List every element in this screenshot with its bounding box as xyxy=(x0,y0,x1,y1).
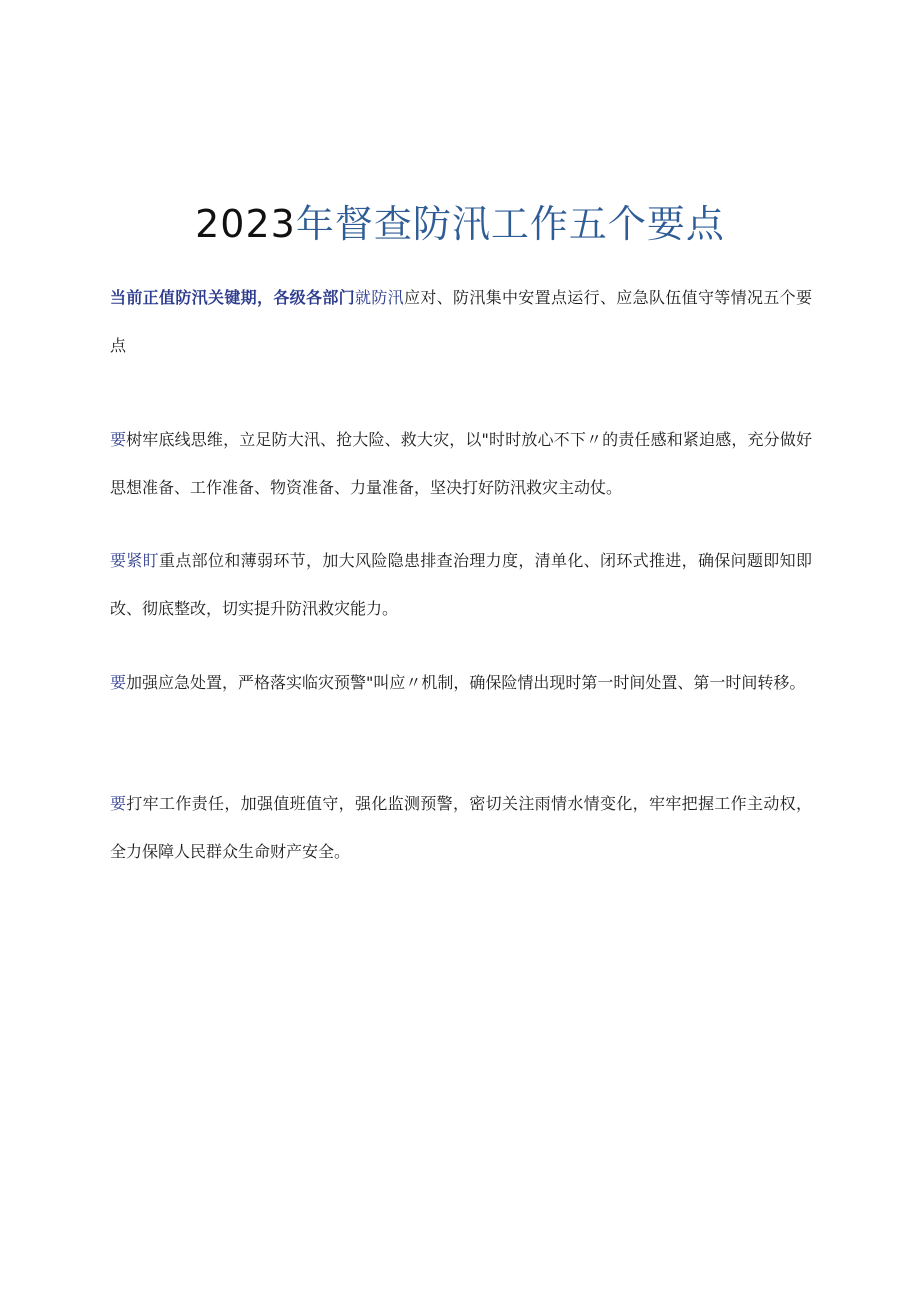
point-text: 加强应急处置，严格落实临灾预警"叫应〃机制，确保险情出现时第一时间处置、第一时间转移。 xyxy=(126,673,806,692)
title-text: 年督查防汛工作五个要点 xyxy=(295,202,725,246)
point-text: 打牢工作责任，加强值班值守，强化监测预警，密切关注雨情水情变化，牢牢把握工作主动权，全力保障人民群众生命财产安全。 xyxy=(110,794,812,861)
point-paragraph-1 xyxy=(110,416,812,512)
point-lead: 要 xyxy=(110,673,127,692)
title-year: 2023 xyxy=(195,202,296,246)
point-paragraph-3 xyxy=(110,659,812,707)
point-text: 重点部位和薄弱环节，加大风险隐患排查治理力度，清单化、闭环式推进，确保问题即知即改、彻底整改，切实提升防汛救灾能力。 xyxy=(110,551,812,618)
point-lead: 要紧盯 xyxy=(110,551,159,570)
intro-lead-bold: 当前正值防汛关键期，各级各部门 xyxy=(110,288,355,307)
intro-lead-link: 就防汛 xyxy=(354,288,404,307)
intro-text: 应对、防汛集中安置点运行、应急队伍值守等情况五个要点 xyxy=(110,288,812,355)
point-text: 树牢底线思维，立足防大汛、抢大险、救大灾，以"时时放心不下〃的责任感和紧迫感，充分做好思想准备、工作准备、物资准备、力量准备，坚决打好防汛救灾主动仗。 xyxy=(110,430,812,497)
point-lead: 要 xyxy=(110,430,127,449)
intro-paragraph xyxy=(110,274,812,370)
point-paragraph-2 xyxy=(110,537,812,633)
document-title xyxy=(0,196,920,252)
point-paragraph-4 xyxy=(110,780,812,876)
point-lead: 要 xyxy=(110,794,127,813)
